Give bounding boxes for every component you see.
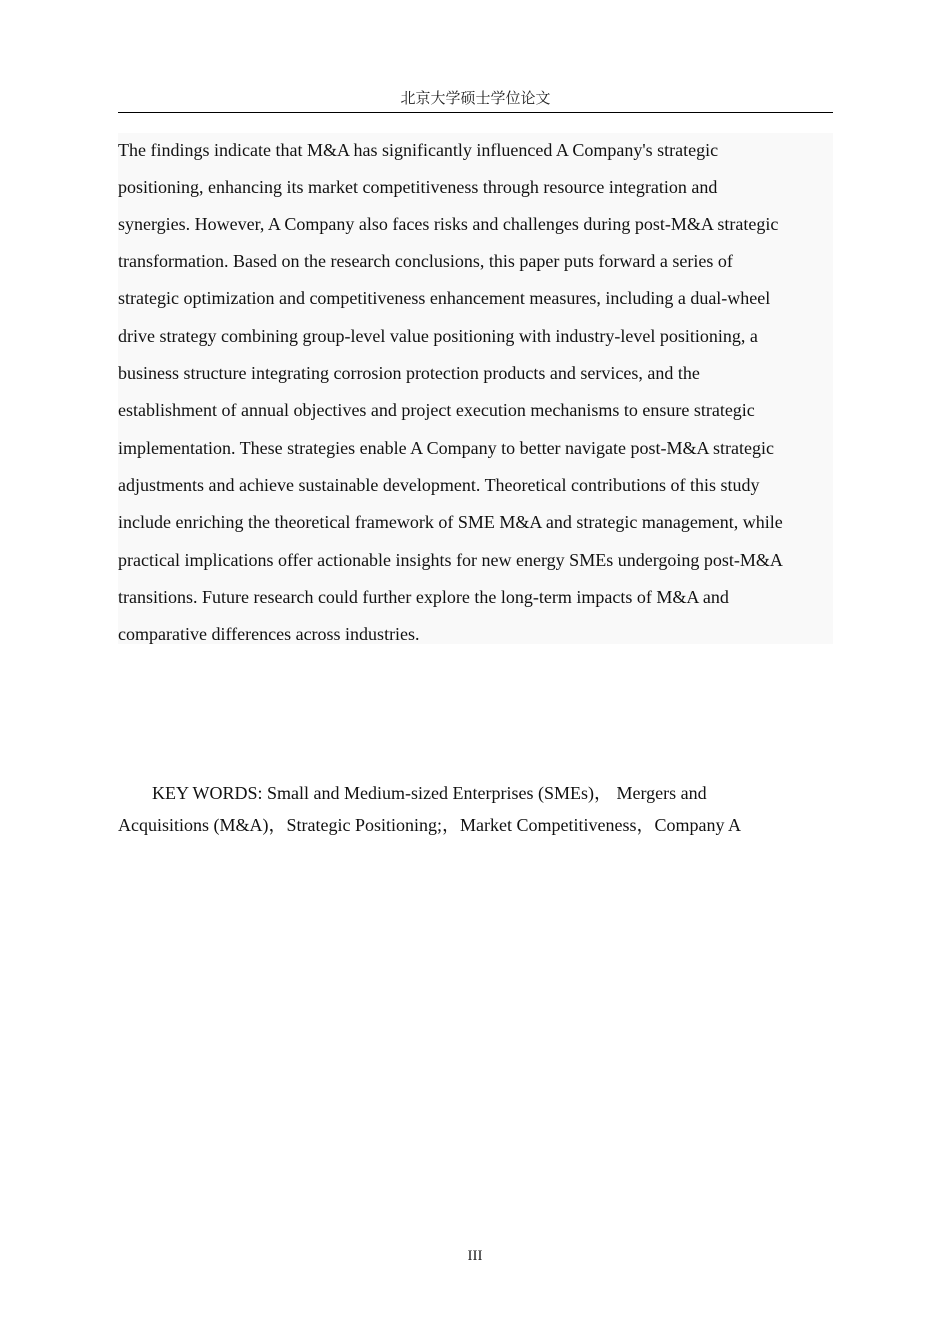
page-number — [0, 1246, 950, 1266]
abstract-line: adjustments and achieve sustainable development. Theoretical contributions of this study — [118, 475, 760, 495]
page-header — [118, 88, 833, 113]
abstract-line: transitions. Future research could further explore the long-term impacts of M&A and — [118, 587, 729, 607]
abstract-line: transformation. Based on the research conclusions, this paper puts forward a series of — [118, 251, 733, 271]
abstract-line: comparative differences across industries. — [118, 624, 420, 644]
abstract-line: positioning, enhancing its market competitiveness through resource integration and — [118, 177, 718, 197]
abstract-line: implementation. These strategies enable A Company to better navigate post-M&A strategic — [118, 438, 775, 458]
page-number-label: III — [467, 1248, 483, 1264]
abstract-line: drive strategy combining group-level value positioning with industry-level positioning, a — [118, 326, 758, 346]
abstract-line: practical implications offer actionable insights for new energy SMEs undergoing post-M&A — [118, 550, 783, 570]
abstract-line: The findings indicate that M&A has significantly influenced A Company's strategic — [118, 140, 719, 160]
abstract-paragraph — [118, 133, 833, 644]
abstract-line: establishment of annual objectives and project execution mechanisms to ensure strategic — [118, 400, 755, 420]
abstract-line: include enriching the theoretical framework of SME M&A and strategic management, while — [118, 512, 783, 532]
abstract-line: synergies. However, A Company also faces risks and challenges during post-M&A strategic — [118, 214, 779, 234]
header-title: 北京大学硕士学位论文 — [400, 89, 551, 107]
keywords-line: KEY WORDS: Small and Medium-sized Enterprises (SMEs)， Mergers and — [152, 783, 707, 803]
keywords-line: Acquisitions (M&A)，Strategic Positioning;，Market Competitiveness，Company A — [118, 815, 741, 835]
abstract-line: strategic optimization and competitiveness enhancement measures, including a dual-wheel — [118, 288, 771, 308]
abstract-line: business structure integrating corrosion protection products and services, and the — [118, 363, 700, 383]
